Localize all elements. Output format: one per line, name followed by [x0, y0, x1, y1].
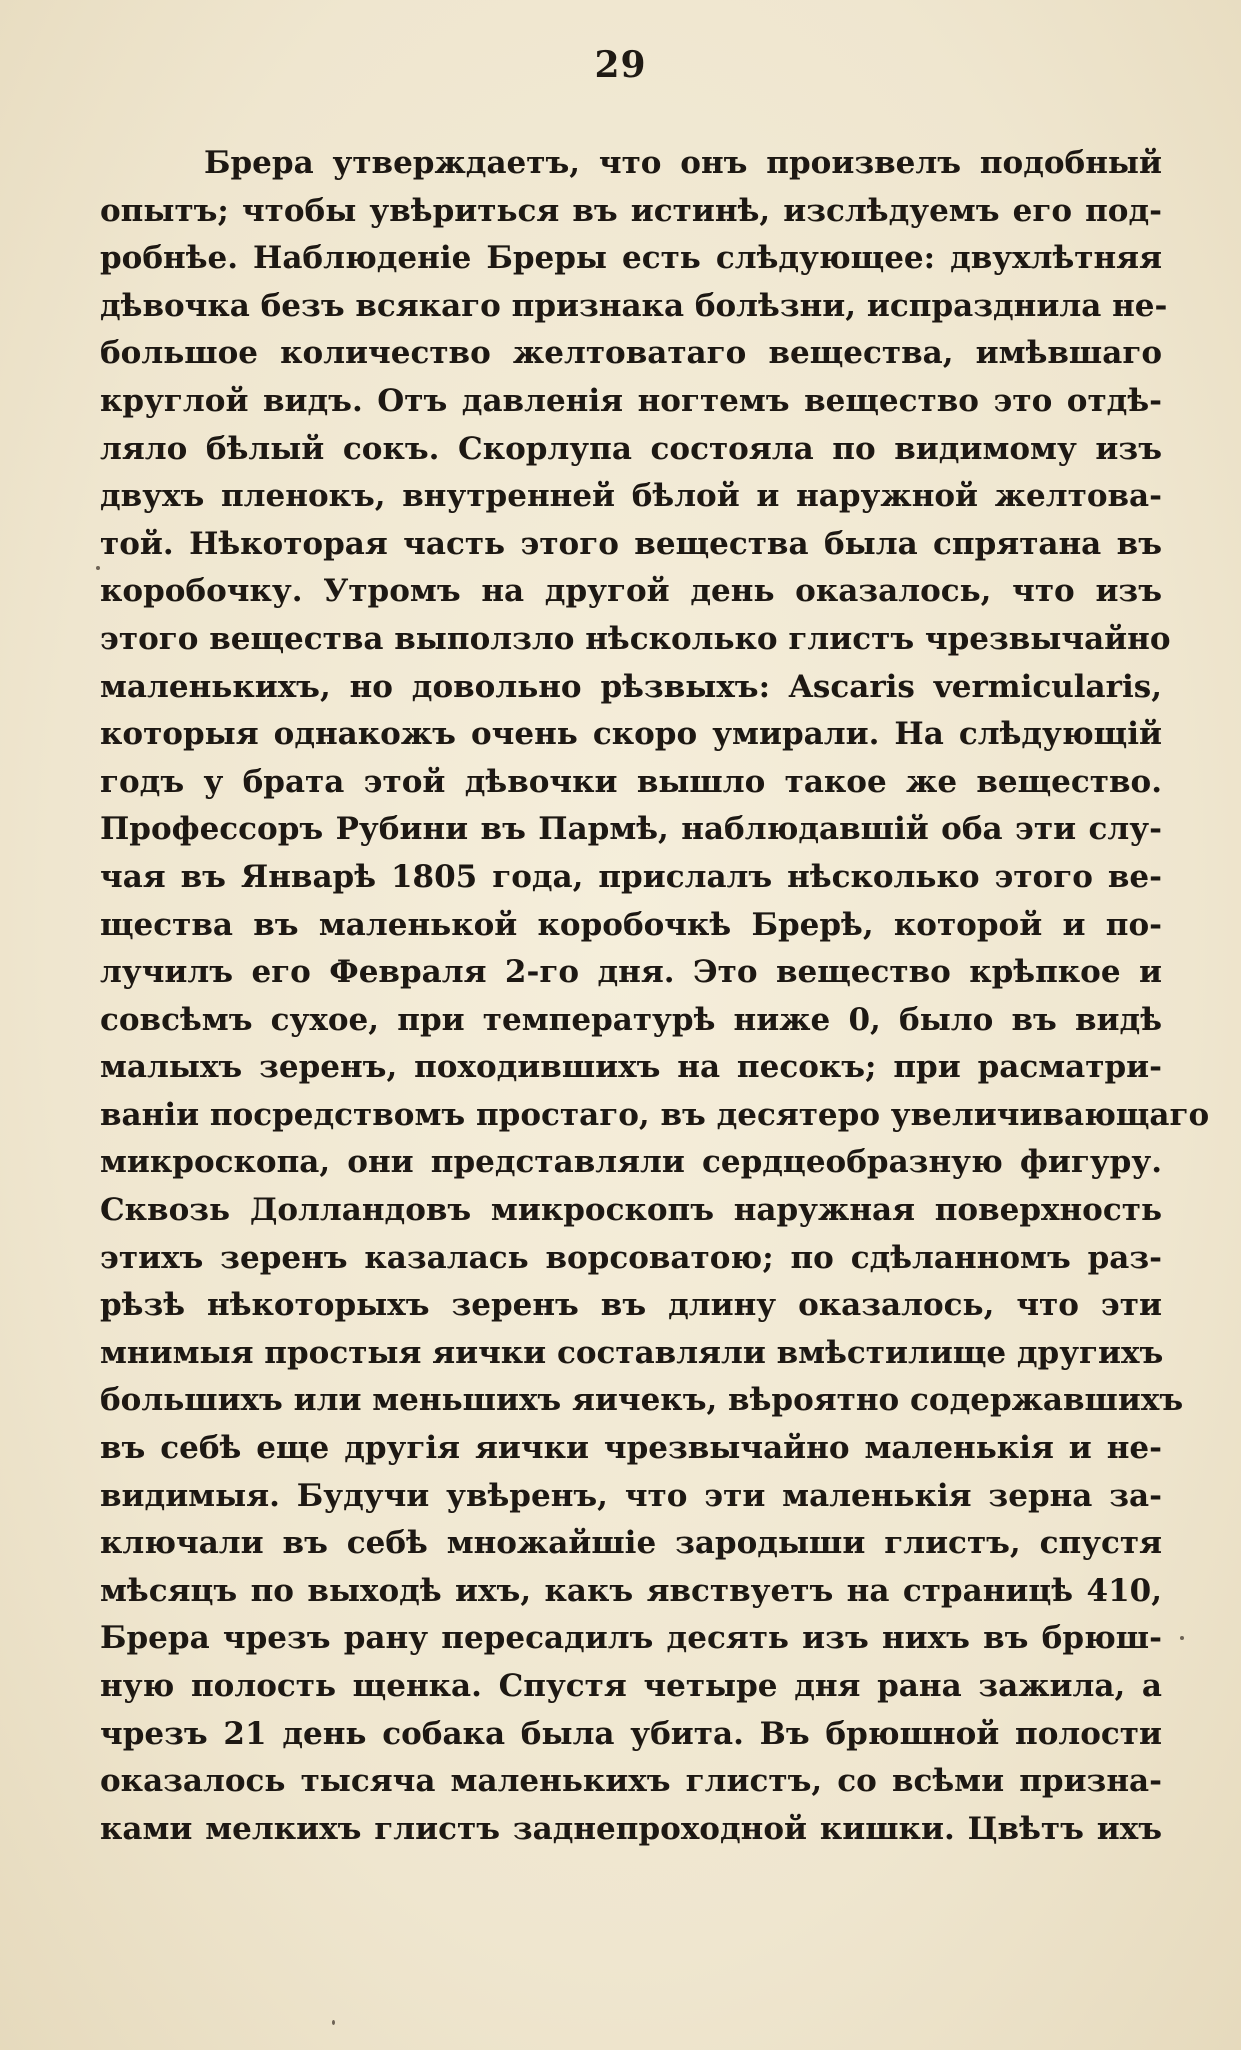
text-line: щества въ маленькой коробочкѣ Брерѣ, которой и по- [100, 906, 1162, 943]
text-line: мѣсяцъ по выходѣ ихъ, какъ явствуетъ на страницѣ 410, [100, 1572, 1162, 1609]
text-line: ваніи посредствомъ простаго, въ десятеро увеличивающаго [100, 1096, 1210, 1133]
paper-speck [332, 2020, 335, 2025]
text-line: робнѣе. Наблюденіе Бреры есть слѣдующее: двухлѣтняя [100, 240, 1162, 277]
paper-speck [1180, 1636, 1184, 1640]
text-line: ляло бѣлый сокъ. Скорлупа состояла по видимому изъ [100, 430, 1162, 467]
text-line: Брера утверждаетъ, что онъ произвелъ подобный [204, 145, 1162, 181]
text-line: которыя однакожъ очень скоро умирали. На слѣдующій [100, 716, 1162, 753]
text-line: Профессоръ Рубини въ Пармѣ, наблюдавшій оба эти слу- [100, 811, 1162, 848]
text-line: Сквозь Доллaндовъ микроскопъ наружная поверхность [100, 1192, 1162, 1229]
body-text [100, 140, 1210, 1853]
text-line: годъ у брата этой дѣвочки вышло такое же вещество. [100, 763, 1162, 800]
text-line: маленькихъ, но довольно рѣзвыхъ: Ascaris vermicularis, [100, 668, 1162, 705]
text-line: оказалось тысяча маленькихъ глистъ, со всѣми призна- [100, 1763, 1162, 1800]
text-line: той. Нѣкоторая часть этого вещества была спрятана въ [100, 525, 1162, 562]
text-line: круглой видъ. Отъ давленія ногтемъ вещество это отдѣ- [100, 382, 1162, 419]
text-line: рѣзѣ нѣкоторыхъ зеренъ въ длину оказалось, что эти [100, 1287, 1162, 1324]
text-line: большое количество желтоватаго вещества, имѣвшаго [100, 335, 1162, 372]
text-line: двухъ пленокъ, внутренней бѣлой и наружной желтова- [100, 478, 1162, 515]
text-line: лучилъ его Февраля 2-го дня. Это вещество крѣпкое и [100, 954, 1162, 991]
text-line: малыхъ зеренъ, походившихъ на песокъ; при расматри- [100, 1049, 1162, 1086]
text-line: опытъ; чтобы увѣриться въ истинѣ, изслѣдуемъ его под- [100, 192, 1162, 229]
text-line: въ себѣ еще другія яички чрезвычайно маленькія и не- [100, 1430, 1162, 1467]
text-line: микроскопа, они представляли сердцеобразную фигуру. [100, 1144, 1162, 1181]
text-line: этого вещества выползло нѣсколько глистъ чрезвычайно [100, 620, 1171, 657]
text-line: видимыя. Будучи увѣренъ, что эти маленькія зерна за- [100, 1477, 1162, 1514]
text-line: дѣвочка безъ всякаго признака болѣзни, испразднила не- [100, 287, 1168, 324]
text-line: ками мелкихъ глистъ заднепроходной кишки. Цвѣтъ ихъ [100, 1810, 1162, 1847]
text-line: ключали въ себѣ множайшіе зародыши глистъ, спустя [100, 1525, 1162, 1562]
text-line: этихъ зеренъ казалась ворсоватою; по сдѣланномъ раз- [100, 1239, 1162, 1276]
text-line: ную полость щенка. Спустя четыре дня рана зажила, а [100, 1668, 1162, 1704]
text-line: Брера чрезъ рану пересадилъ десять изъ нихъ въ брюш- [100, 1620, 1162, 1657]
text-line: коробочку. Утромъ на другой день оказалось, что изъ [100, 573, 1162, 610]
page-number: 29 [594, 44, 647, 86]
text-line: совсѣмъ сухое, при температурѣ ниже 0, было въ видѣ [100, 1001, 1162, 1038]
paper-speck [96, 566, 100, 570]
text-line: мнимыя простыя яички составляли вмѣстилище другихъ [100, 1334, 1164, 1371]
text-line: чрезъ 21 день собака была убита. Въ брюшной полости [100, 1715, 1162, 1752]
text-line: чая въ Январѣ 1805 года, прислалъ нѣсколько этого ве- [100, 858, 1162, 895]
text-line: большихъ или меньшихъ яичекъ, вѣроятно содержавшихъ [100, 1382, 1184, 1419]
